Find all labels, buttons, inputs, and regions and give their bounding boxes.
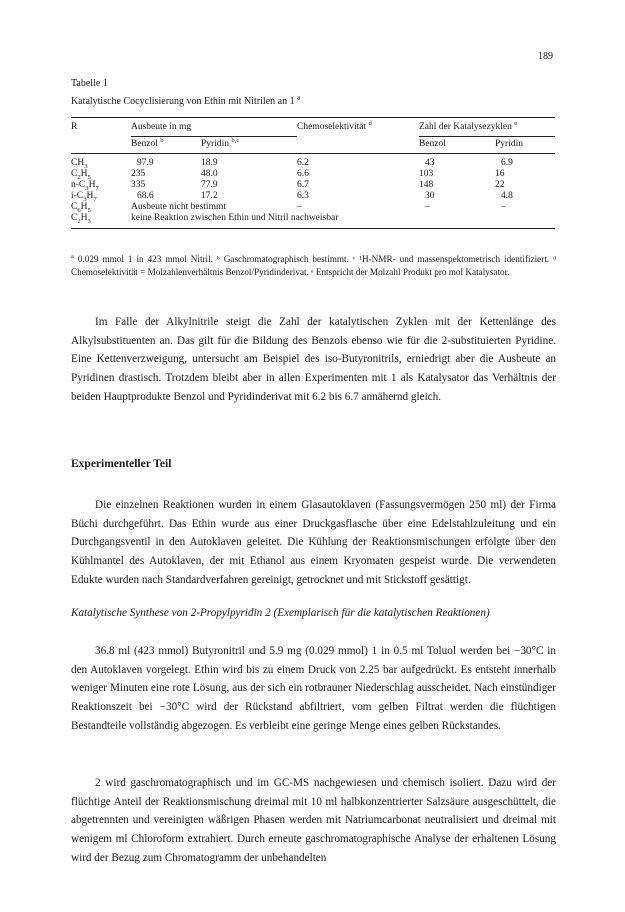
cell-cycles-benzol: – bbox=[425, 202, 430, 212]
catalysis-table bbox=[71, 117, 555, 229]
table-row bbox=[71, 213, 555, 229]
cell-pyridin: 18.9 bbox=[201, 158, 218, 168]
header-cycles-benzol: Benzol bbox=[419, 137, 495, 154]
header-benzol-note: b bbox=[160, 136, 164, 144]
cell-r: $CH_3$ bbox=[71, 158, 88, 170]
table-header-row-1 bbox=[71, 118, 555, 137]
paragraph-analysis: 2 wird gaschromatographisch und im GC-MS nachgewiesen und chemisch isoliert. Dazu wird der flüchtige Anteil der Reaktionsmischung dreimal mit 10 ml halbkonzentrierter Salzsäure ausgeschüttelt, die abgetrennten und vereinigten wäßrigen Phasen werden mit Natriumcarbonat neutralisiert und dreimal mit wenigem ml Chloroform extrahiert. Durch erneute gaschromatographische Analyse der erhaltenen Lösung wird der Bezug zum Chromatogramm der unbehandelten bbox=[71, 777, 556, 864]
table-row bbox=[71, 191, 555, 202]
header-yield: Ausbeute in mg bbox=[131, 118, 297, 137]
cell-benzol: 335 bbox=[131, 180, 146, 190]
cell-cycles-pyridin: 16 bbox=[495, 169, 505, 179]
cell-chemo: 6.2 bbox=[297, 158, 309, 168]
header-chemoselectivity-note: d bbox=[368, 119, 372, 127]
cell-benzol: 68.6 bbox=[137, 191, 154, 201]
header-r: R bbox=[71, 118, 131, 137]
cell-cycles-benzol: 43 bbox=[425, 158, 435, 168]
paragraph-results: Im Falle der Alkylnitrile steigt die Zahl der katalytischen Zyklen mit der Kettenlänge des Alkylsubstituenten an. Das gilt für die Bildung des Benzols ebenso wie für die 2-substituierten Pyridine. Eine Kettenverzweigung, untersucht am Beispiel des iso-Butyronitrils, erniedrigt aber die Ausbeute an Pyridinen drastisch. Trotzdem bleibt aber in allen Experimenten mit 1 als Katalysator das Verhältnis der beiden Hauptprodukte Benzol und Pyridinderivat mit 6.2 bis 6.7 annähernd gleich. bbox=[71, 316, 556, 403]
cell-cycles-benzol bbox=[419, 213, 495, 229]
table-row bbox=[71, 154, 555, 170]
cell-pyridin: 48.0 bbox=[201, 169, 218, 179]
cell-cycles-pyridin: – bbox=[501, 202, 506, 212]
cell-chemo: 6.3 bbox=[297, 191, 309, 201]
cell-r: $i-C_3H_7$ bbox=[71, 191, 97, 203]
cell-r: $n-C_3H_7$ bbox=[71, 180, 99, 192]
cell-chemo: 6.6 bbox=[297, 169, 309, 179]
table-header-row-2 bbox=[71, 137, 555, 154]
header-benzol-text: Benzol bbox=[131, 139, 158, 149]
header-cycles-note: e bbox=[514, 119, 518, 127]
table-title-note: a bbox=[297, 93, 301, 102]
cell-r: $C_2H_3$ bbox=[71, 213, 131, 229]
section-heading: Experimenteller Teil bbox=[71, 458, 172, 470]
subsection-heading: Katalytische Synthese von 2-Propylpyridin 2 (Exemplarisch für die katalytischen Reaktionen) bbox=[71, 607, 490, 619]
table-title-text: Katalytische Cocyclisierung von Ethin mit Nitrilen an 1 bbox=[71, 96, 295, 107]
page-number: 189 bbox=[538, 51, 553, 62]
header-chemoselectivity bbox=[297, 118, 419, 137]
header-cycles-text: Zahl der Katalysezyklen bbox=[419, 122, 512, 132]
paragraph-experimental: Die einzelnen Reaktionen wurden in einem Glasautoklaven (Fassungsvermögen 250 ml) der Firma Büchi durchgeführt. Das Ethin wurde aus einer Druckgasflasche über eine Edelstahlzuleitung und ein Durchgangsventil in den Autoklaven geleitet. Die Kühlung der Reaktionsmischungen erfolgte über den Kühlmantel des Autoklaven, der mit Ethanol aus einem Kryomaten gespeist wurde. Die verwendeten Edukte wurden nach Standardverfahren gereinigt, getrocknet und mit Stickstoff gesättigt. bbox=[71, 499, 556, 586]
cell-chemo: 6.7 bbox=[297, 180, 309, 190]
header-pyridin-text: Pyridin bbox=[201, 139, 229, 149]
cell-cycles-pyridin bbox=[495, 213, 555, 229]
cell-cycles-pyridin: 4.8 bbox=[501, 191, 513, 201]
cell-cycles-benzol: 148 bbox=[419, 180, 434, 190]
table-number: Tabelle 1 bbox=[71, 78, 108, 89]
paragraph-synthesis: 36.8 ml (423 mmol) Butyronitril und 5.9 mg (0.029 mmol) 1 in 0.5 ml Toluol werden bei −30°C in den Autoklaven vorgelegt. Ethin wird bis zu einem Druck von 2.25 bar aufgedrückt. Es entsteht innerhalb weniger Minuten eine rote Lösung, aus der sich ein rotbrauner Niederschlag ausscheidet. Nach einstündiger Reaktionszeit bei −30°C wird der Rückstand abfiltriert, vom gelben Filtrat werden die flüchtigen Bestandteile vollständig abgezogen. Es verbleibt eine geringe Menge eines gelben Rückstandes. bbox=[71, 645, 556, 732]
header-cycles bbox=[419, 118, 555, 137]
cell-pyridin: 77.9 bbox=[201, 180, 218, 190]
table-footnote-text: 0.029 mmol 1 in 423 mmol Nitril. ᵇ Gaschromatographisch bestimmt. ᶜ ¹H-NMR- und massenspektometrisch identifiziert. ᵈ Chemoselektivität = Molzahlenverhältnis Benzol/Pyridinderivat. ᵉ Entspricht der Molzahl Produkt pro mol Katalysator. bbox=[71, 254, 556, 277]
cell-cycles-pyridin: 22 bbox=[495, 180, 505, 190]
table-row bbox=[71, 169, 555, 180]
cell-cycles-pyridin: 6.9 bbox=[501, 158, 513, 168]
header-pyridin bbox=[201, 137, 297, 154]
cell-note: keine Reaktion zwischen Ethin und Nitril nachweisbar bbox=[131, 213, 419, 229]
header-benzol bbox=[131, 137, 201, 154]
cell-cycles-benzol: 30 bbox=[425, 191, 435, 201]
table-title bbox=[71, 93, 301, 107]
cell-benzol: 235 bbox=[131, 169, 146, 179]
cell-cycles-benzol: 103 bbox=[419, 169, 434, 179]
cell-note: Ausbeute nicht bestimmt bbox=[131, 202, 226, 212]
cell-chemo: – bbox=[297, 202, 302, 212]
header-pyridin-note: b,c bbox=[231, 136, 240, 144]
cell-benzol: 97.9 bbox=[137, 158, 154, 168]
table-footnote-mark: a bbox=[71, 252, 74, 260]
header-chemoselectivity-text: Chemoselektivität bbox=[297, 122, 367, 132]
table-footnote bbox=[71, 253, 556, 278]
cell-r: $C_2H_5$ bbox=[71, 169, 91, 181]
table-row bbox=[71, 180, 555, 191]
cell-pyridin: 17.2 bbox=[201, 191, 218, 201]
header-cycles-pyridin: Pyridin bbox=[495, 137, 555, 154]
table-row bbox=[71, 202, 555, 213]
cell-r: $C_6H_5$ bbox=[71, 202, 91, 214]
